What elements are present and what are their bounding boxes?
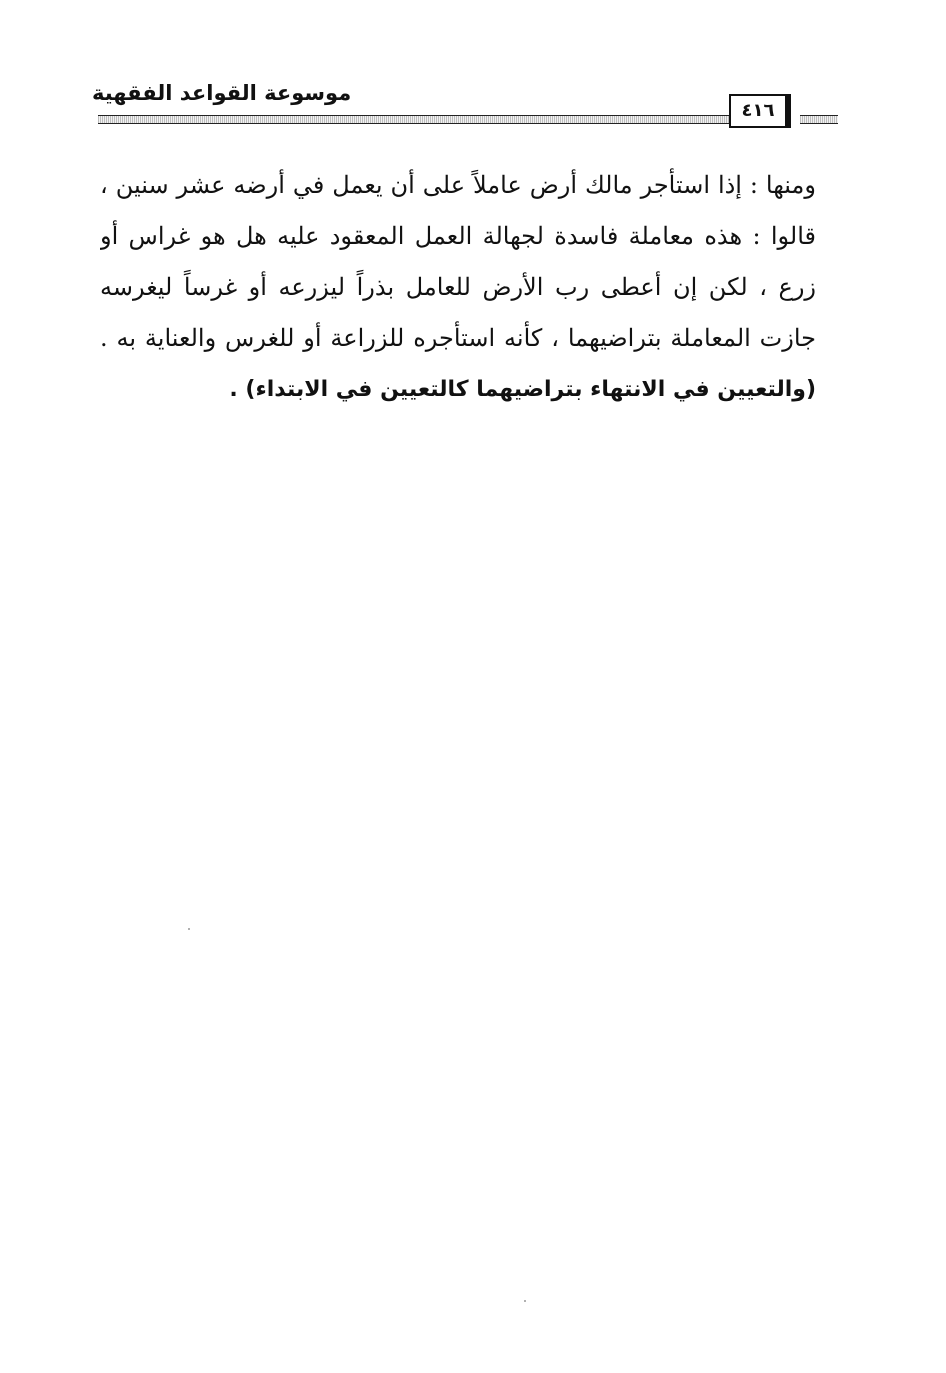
body-line-3: زرع ، لكن إن أعطى رب الأرض للعامل بذراً ليزرعه أو غرساً ليغرسه xyxy=(100,273,816,301)
running-header-title: موسوعة القواعد الفقهية xyxy=(92,81,352,105)
body-text xyxy=(100,160,816,415)
scan-speck xyxy=(188,928,190,930)
body-line-1: ومنها : إذا استأجر مالك أرض عاملاً على أن يعمل في أرضه عشر سنين ، xyxy=(100,171,816,199)
header-rule xyxy=(98,115,738,124)
scan-speck xyxy=(524,1300,526,1302)
body-line-4: جازت المعاملة بتراضيهما ، كأنه استأجره للزراعة أو للغرس والعناية به . xyxy=(100,324,816,352)
body-line-2: قالوا : هذه معاملة فاسدة لجهالة العمل المعقود عليه هل هو غراس أو xyxy=(100,222,816,250)
header-rule-end xyxy=(800,115,838,124)
body-line-5-rule: (والتعيين في الانتهاء بتراضيهما كالتعيين في الابتداء) . xyxy=(229,377,816,402)
page-number: ٤١٦ xyxy=(729,94,791,128)
